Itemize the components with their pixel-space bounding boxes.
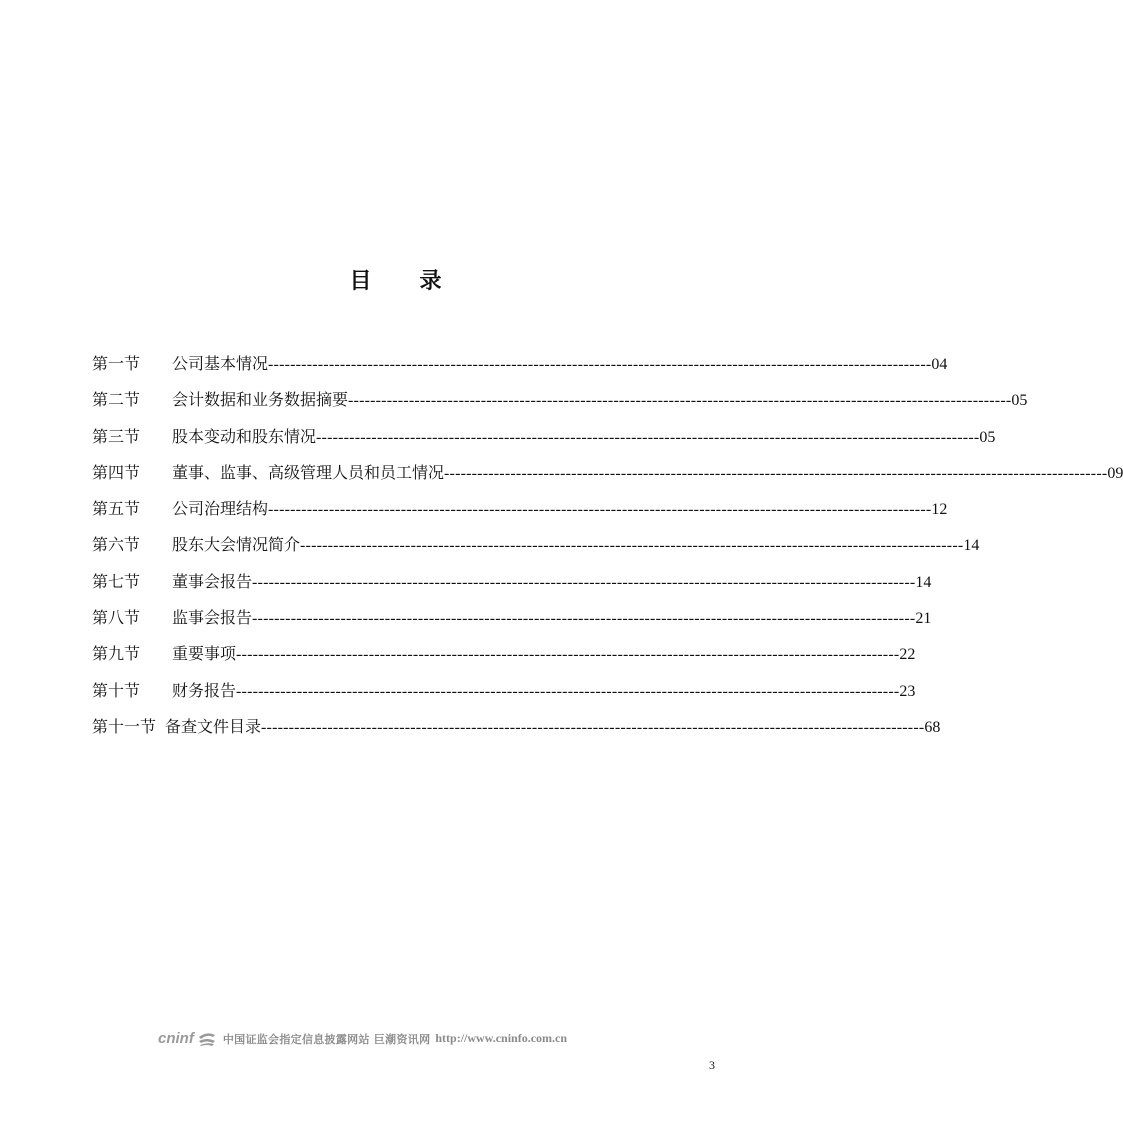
- toc-page-number: 04: [931, 356, 948, 373]
- toc-entry-title: 董事会报告: [172, 571, 253, 591]
- toc-entry[interactable]: [92, 462, 1123, 498]
- toc-entry[interactable]: [92, 571, 932, 607]
- toc-entry[interactable]: [92, 353, 948, 389]
- toc-section-label: 第十一节: [92, 716, 157, 736]
- toc-entry-title: 董事、监事、高级管理人员和员工情况: [172, 462, 445, 482]
- toc-leader-dashes: ------------------------------------------------------------------------------------------------------------------------: [268, 356, 932, 373]
- toc-section-label: 第三节: [92, 426, 141, 446]
- toc-leader-dashes: ------------------------------------------------------------------------------------------------------------------------: [316, 428, 980, 446]
- toc-entry[interactable]: [92, 534, 980, 570]
- toc-section-label: 第八节: [92, 608, 141, 628]
- toc-entry-title: 股东大会情况简介: [172, 535, 301, 555]
- toc-leader-dashes: ------------------------------------------------------------------------------------------------------------------------: [348, 392, 1012, 410]
- toc-leader-dashes: ------------------------------------------------------------------------------------------------------------------------: [236, 646, 900, 664]
- toc-page-number: 68: [924, 718, 941, 736]
- toc-title-char-2: 录: [419, 268, 444, 294]
- toc-entry-title: 财务报告: [172, 680, 237, 700]
- toc-entry-title: 公司基本情况: [172, 354, 269, 373]
- toc-entry-title: 公司治理结构: [172, 499, 269, 519]
- toc-leader-dashes: ------------------------------------------------------------------------------------------------------------------------: [300, 537, 964, 555]
- toc-page-number: 05: [1011, 392, 1028, 410]
- page-footer: [158, 1030, 628, 1047]
- toc-entry-title: 重要事项: [172, 644, 237, 664]
- toc-entry-title: 备查文件目录: [165, 716, 262, 736]
- cninfo-logo: cninf: [158, 1030, 194, 1047]
- toc-section-label: 第二节: [92, 390, 141, 410]
- toc-page-number: 05: [979, 428, 996, 446]
- toc-section-label: 第七节: [92, 571, 141, 591]
- toc-leader-dashes: ------------------------------------------------------------------------------------------------------------------------: [261, 718, 925, 736]
- toc-section-label: 第五节: [92, 499, 141, 519]
- toc-page-number: 21: [915, 610, 932, 628]
- table-of-contents: [92, 353, 1123, 752]
- toc-page-number: 12: [931, 501, 948, 519]
- toc-entry-title: 股本变动和股东情况: [172, 426, 317, 446]
- cninfo-logo-icon: [197, 1031, 217, 1047]
- toc-section-label: 第九节: [92, 644, 141, 664]
- toc-entry[interactable]: [92, 680, 916, 716]
- toc-entry-title: 监事会报告: [172, 608, 253, 628]
- toc-page-number: 14: [963, 537, 980, 555]
- toc-entry[interactable]: [92, 426, 996, 462]
- toc-section-label: 第四节: [92, 462, 141, 482]
- footer-site-text: 中国证监会指定信息披露网站 巨潮资讯网: [222, 1032, 431, 1046]
- toc-title-char-1: 目: [349, 268, 374, 294]
- toc-leader-dashes: ------------------------------------------------------------------------------------------------------------------------: [268, 501, 932, 519]
- toc-entry[interactable]: [92, 643, 916, 679]
- toc-page-number: 23: [899, 682, 916, 700]
- toc-entry[interactable]: [92, 716, 941, 752]
- toc-entry[interactable]: [92, 498, 948, 534]
- toc-entry[interactable]: [92, 607, 932, 643]
- toc-page-number: 09: [1107, 464, 1123, 482]
- toc-page-number: 14: [915, 573, 932, 591]
- toc-leader-dashes: ------------------------------------------------------------------------------------------------------------------------: [252, 573, 916, 591]
- toc-page-number: 22: [899, 646, 916, 664]
- toc-entry[interactable]: [92, 389, 1028, 425]
- toc-section-label: 第十节: [92, 680, 141, 700]
- toc-leader-dashes: ------------------------------------------------------------------------------------------------------------------------: [236, 682, 900, 700]
- toc-section-label: 第六节: [92, 535, 141, 555]
- toc-leader-dashes: ------------------------------------------------------------------------------------------------------------------------: [444, 464, 1108, 482]
- toc-leader-dashes: ------------------------------------------------------------------------------------------------------------------------: [252, 610, 916, 628]
- toc-section-label: 第一节: [92, 354, 141, 373]
- toc-entry-title: 会计数据和业务数据摘要: [172, 390, 349, 410]
- page-number: 3: [709, 1058, 715, 1072]
- footer-url[interactable]: http://www.cninfo.com.cn: [435, 1031, 568, 1045]
- toc-title: [0, 264, 793, 295]
